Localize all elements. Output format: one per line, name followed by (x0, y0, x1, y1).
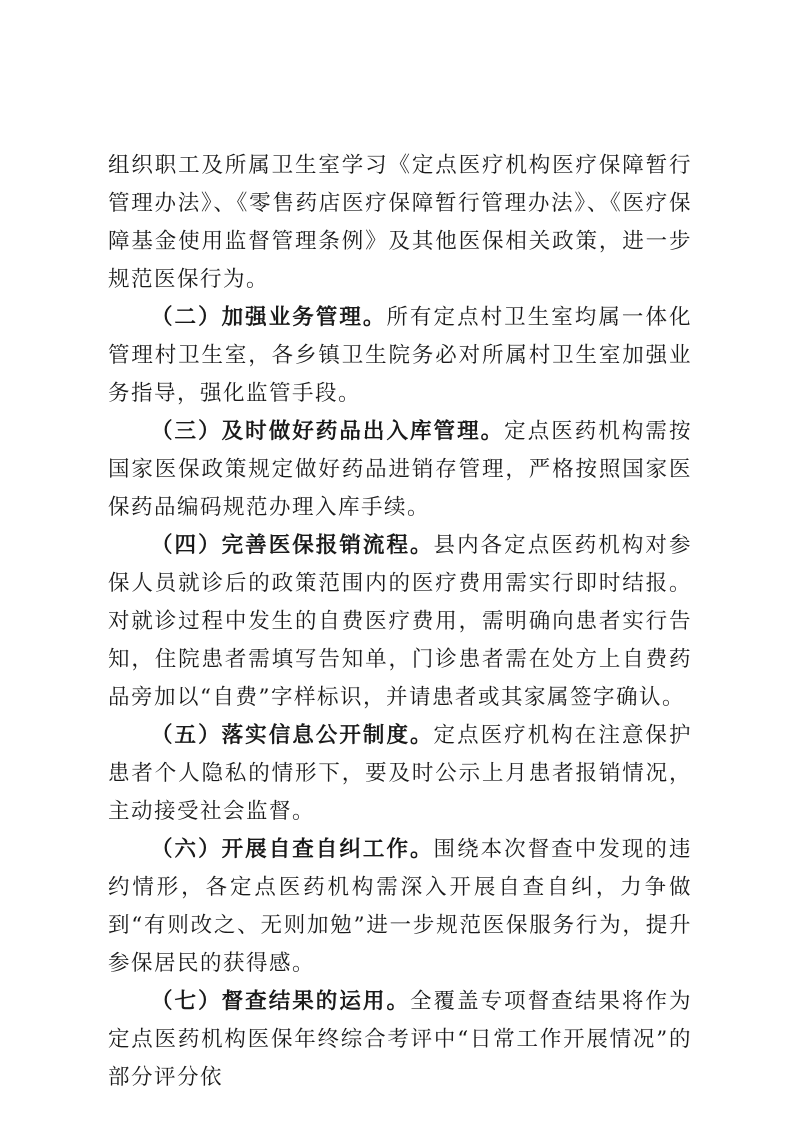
section-heading: （四）完善医保报销流程。 (151, 533, 434, 558)
paragraph-body: 定点医疗机构在注意保护患者个人隐私的情形下，要及时公示上月患者报销情况，主动接受社会监督。 (108, 723, 692, 824)
paragraph-body: 所有定点村卫生室均属一体化管理村卫生室，各乡镇卫生院务必对所属村卫生室加强业务指导，强化监管手段。 (108, 305, 692, 406)
paragraph-body: 定点医药机构需按国家医保政策规定做好药品进销存管理，严格按照国家医保药品编码规范办理入库手续。 (108, 419, 692, 520)
section-heading: （二）加强业务管理。 (151, 305, 387, 330)
paragraph-continuation (108, 147, 692, 299)
paragraph-section-4 (108, 527, 692, 717)
paragraph-section-3 (108, 413, 692, 527)
section-heading: （七）督查结果的运用。 (151, 989, 410, 1014)
paragraph-body: 全覆盖专项督查结果将作为定点医药机构医保年终综合考评中“日常工作开展情况”的部分评分依 (108, 989, 692, 1090)
document-page (108, 147, 692, 1097)
section-heading: （六）开展自查自纠工作。 (151, 837, 434, 862)
paragraph-section-6 (108, 831, 692, 983)
section-heading: （五）落实信息公开制度。 (151, 723, 434, 748)
paragraph-section-7 (108, 983, 692, 1097)
paragraph-body: 县内各定点医药机构对参保人员就诊后的政策范围内的医疗费用需实行即时结报。对就诊过程中发生的自费医疗费用，需明确向患者实行告知，住院患者需填写告知单，门诊患者需在处方上自费药品旁加以“自费”字样标识，并请患者或其家属签字确认。 (108, 533, 692, 710)
paragraph-body: 组织职工及所属卫生室学习《定点医疗机构医疗保障暂行管理办法》、《零售药店医疗保障暂行管理办法》、《医疗保障基金使用监督管理条例》及其他医保相关政策，进一步规范医保行为。 (108, 153, 692, 292)
paragraph-body: 围绕本次督查中发现的违约情形，各定点医药机构需深入开展自查自纠，力争做到“有则改之、无则加勉”进一步规范医保服务行为，提升参保居民的获得感。 (108, 837, 692, 976)
section-heading: （三）及时做好药品出入库管理。 (151, 419, 505, 444)
paragraph-section-5 (108, 717, 692, 831)
paragraph-section-2 (108, 299, 692, 413)
